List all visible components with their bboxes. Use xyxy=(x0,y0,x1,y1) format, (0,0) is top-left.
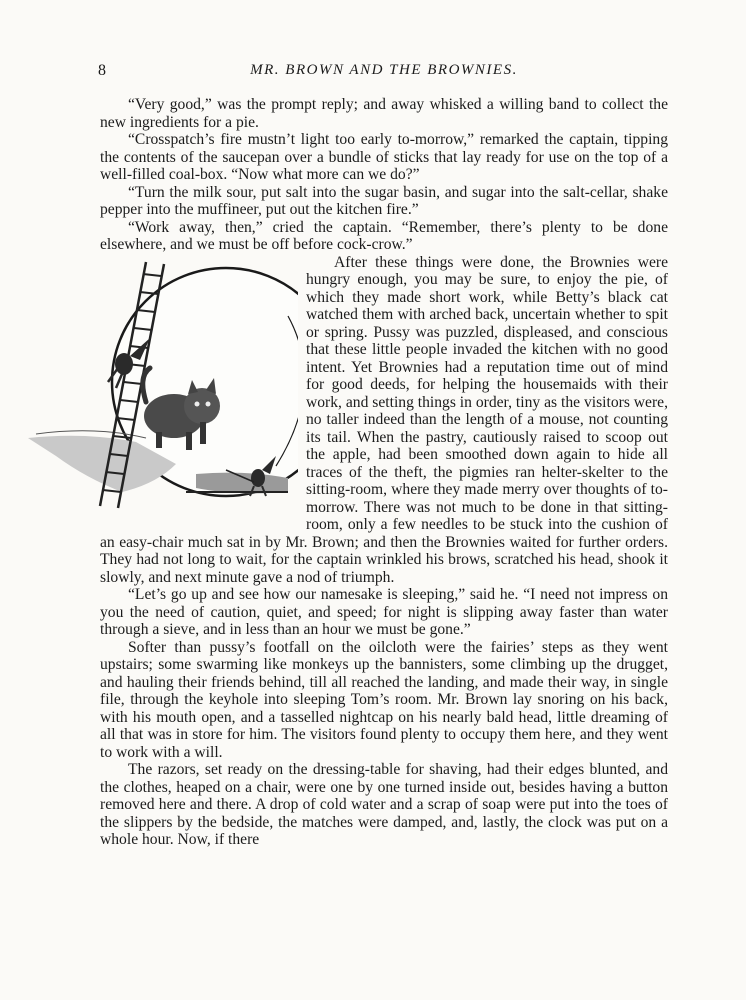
paragraph-6: “Let’s go up and see how our namesake is sleeping,” said he. “I need not impress on you the need of caution, quiet, and speed; for night is slipping away faster than water through a sieve, and in less than an hour we must be gone.” xyxy=(100,586,668,638)
paragraph-4: “Work away, then,” cried the captain. “Remember, there’s plenty to be done elsewhere, and we must be off before cock-crow.” xyxy=(100,218,668,253)
paragraph-5: After these things were done, the Brownies were hungry enough, you may be sure, to enjoy the pie, of which they made short work, while Betty’s black cat watched them with arched back, uncertain whether to spit or spring. Pussy was puzzled, displeased, and conscious that these little people invaded the kitchen with no good intent. Yet Brownies had a reputation time out of mind for good deeds, for helping the housemaids with their work, and setting things in order, tiny as the visitors were, no taller indeed than the length of a mouse, not counting its tail. When the pastry, cautiously raised to scoop out the apple, had been smoothed down again to hide all traces of the theft, the pigmies ran helter-skelter to the sitting-room, where they made merry over thoughts of to-morrow. There was not much to be done in that sitting-room, only a few needles to be stuck into the cushion of an easy-chair much sat in by Mr. Brown; and then the Brownies waited for further orders. They had not long to wait, for the captain wrinkled his brows, scratched his head, shook it slowly, and next minute gave a nod of triumph. xyxy=(100,253,668,586)
running-title: MR. BROWN AND THE BROWNIES. xyxy=(250,62,518,78)
paragraph-1: “Very good,” was the prompt reply; and away whisked a willing band to collect the new ingredients for a pie. xyxy=(100,96,668,131)
paragraph-2: “Crosspatch’s fire mustn’t light too early to-morrow,” remarked the captain, tipping the contents of the saucepan over a bundle of sticks that lay ready for use on the top of a well-filled coal-box. “Now what more can we do?” xyxy=(100,131,668,183)
paragraph-7: Softer than pussy’s footfall on the oilcloth were the fairies’ steps as they went upstairs; some swarming like monkeys up the bannisters, some climbing up the drugget, and hauling their friends behind, till all reached the landing, and made their way, in single file, through the keyhole into sleeping Tom’s room. Mr. Brown lay snoring on his back, with his mouth open, and a tasselled nightcap on his nearly bald head, little dreaming of all that was in store for him. The visitors found plenty to occupy them here, and they went to work with a will. xyxy=(100,638,668,761)
brownies-cat-illustration xyxy=(26,256,298,518)
paragraph-8: The razors, set ready on the dressing-table for shaving, had their edges blunted, and the clothes, heaped on a chair, were one by one turned inside out, besides having a button removed here and there. A drop of cold water and a scrap of soap were put into the toes of the slippers by the bedside, the matches were damped, and, lastly, the clock was put on a whole hour. Now, if there xyxy=(100,761,668,848)
paragraph-3: “Turn the milk sour, put salt into the sugar basin, and sugar into the salt-cellar, shake pepper into the muffineer, put out the kitchen fire.” xyxy=(100,183,668,218)
body-text xyxy=(100,96,668,849)
page-header xyxy=(98,62,670,82)
page-number: 8 xyxy=(98,62,106,79)
illustration-drawing xyxy=(26,256,298,518)
